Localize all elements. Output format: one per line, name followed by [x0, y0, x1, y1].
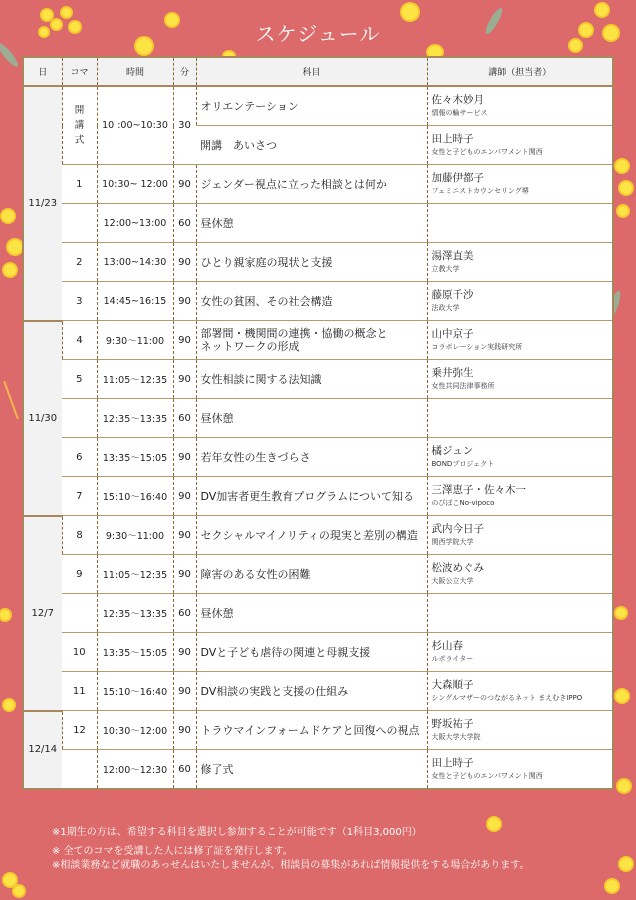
table-row	[23, 438, 613, 477]
time-cell: 12:00~13:00	[97, 204, 173, 243]
lecturer-org: 大阪大学大学院	[431, 733, 481, 741]
koma-cell: 1	[62, 165, 97, 204]
table-row	[23, 243, 613, 282]
time-cell: 12:00～12:30	[97, 750, 173, 790]
time-cell: 10:30~ 12:00	[97, 165, 173, 204]
time-cell: 11:05～12:35	[97, 360, 173, 399]
lecturer-cell	[427, 516, 613, 555]
koma-cell: 12	[62, 711, 97, 750]
lecturer-cell	[427, 399, 613, 438]
header-lecturer: 講師（担当者）	[427, 57, 613, 86]
subject-cell: ジェンダー視点に立った相談とは何か	[196, 165, 427, 204]
table-row	[23, 555, 613, 594]
lecturer-org: シングルマザーのつながるネット まえむきIPPO	[431, 694, 583, 702]
schedule-table	[22, 56, 614, 790]
flower-icon	[620, 858, 632, 870]
lecturer-name: 佐々木妙月	[431, 94, 484, 106]
lecturer-cell	[427, 165, 613, 204]
lecturer-name: 三澤恵子・佐々木一	[431, 484, 526, 496]
lecturer-name: 杉山春	[431, 640, 463, 652]
subject-cell: 女性相談に関する法知識	[196, 360, 427, 399]
flower-icon	[620, 182, 632, 194]
table-row	[23, 477, 613, 516]
flower-icon	[0, 610, 10, 620]
lecturer-org: 女性と子どものエンパワメント関西	[431, 148, 543, 156]
lecturer-org: BONDプロジェクト	[431, 460, 495, 468]
minutes-cell: 90	[173, 477, 196, 516]
table-row	[23, 594, 613, 633]
flower-icon	[618, 780, 630, 792]
flower-icon	[616, 608, 626, 618]
table-row	[23, 516, 613, 555]
time-cell: 11:05～12:35	[97, 555, 173, 594]
lecturer-cell	[427, 282, 613, 321]
subject-cell: 昼休憩	[196, 399, 427, 438]
day-cell: 11/30	[23, 321, 62, 516]
flower-icon	[14, 886, 24, 896]
lecturer-cell	[427, 750, 613, 790]
lecturer-cell	[427, 711, 613, 750]
lecturer-name: 山中京子	[431, 328, 474, 340]
note-line: ※相談業務など就職のあっせんはいたしませんが、相談員の募集があれば情報提供をする場合があります。	[52, 860, 530, 871]
table-row	[23, 282, 613, 321]
lecturer-cell	[427, 477, 613, 516]
minutes-cell: 90	[173, 555, 196, 594]
table-row	[23, 672, 613, 711]
subject-cell: トラウマインフォームドケアと回復への視点	[196, 711, 427, 750]
flower-icon	[2, 210, 14, 222]
time-cell: 15:10～16:40	[97, 477, 173, 516]
lecturer-cell	[427, 204, 613, 243]
subject-cell: DV相談の実践と支援の仕組み	[196, 672, 427, 711]
table-row	[23, 711, 613, 750]
minutes-cell: 90	[173, 321, 196, 360]
header-subject: 科目	[196, 57, 427, 86]
lecturer-org: 関西学院大学	[431, 538, 474, 546]
lecturer-cell	[427, 86, 613, 126]
day-cell: 12/7	[23, 516, 62, 711]
time-cell: 12:35～13:35	[97, 399, 173, 438]
koma-cell: 9	[62, 555, 97, 594]
subject-cell: 昼休憩	[196, 594, 427, 633]
lecturer-org: 情報の輪サービス	[431, 109, 488, 117]
lecturer-org: 立教大学	[431, 265, 460, 273]
table-row	[23, 321, 613, 360]
day-cell: 12/14	[23, 711, 62, 790]
table-row	[23, 399, 613, 438]
subject-cell: 昼休憩	[196, 204, 427, 243]
minutes-cell: 60	[173, 594, 196, 633]
lecturer-name: 田上時子	[431, 757, 474, 769]
flower-icon	[4, 700, 14, 710]
koma-cell: 11	[62, 672, 97, 711]
subject-cell: 開講 あいさつ	[196, 126, 427, 165]
lecturer-cell	[427, 633, 613, 672]
subject-cell: 障害のある女性の困難	[196, 555, 427, 594]
lecturer-cell	[427, 321, 613, 360]
minutes-cell: 90	[173, 633, 196, 672]
subject-cell: DV加害者更生教育プログラムについて知る	[196, 477, 427, 516]
subject-cell	[196, 321, 427, 360]
koma-cell: 7	[62, 477, 97, 516]
time-cell: 10:30～12:00	[97, 711, 173, 750]
lecturer-org: 女性共同法律事務所	[431, 382, 495, 390]
table-row	[23, 165, 613, 204]
note-line: ※ 全てのコマを受講した人には修了証を発行します。	[52, 846, 293, 857]
subject-cell: オリエンテーション	[196, 86, 427, 126]
flower-icon	[616, 160, 628, 172]
subject-cell: 修了式	[196, 750, 427, 790]
lecturer-org: のびぽこNo-vipoco	[431, 499, 495, 507]
minutes-cell: 90	[173, 282, 196, 321]
minutes-cell: 90	[173, 672, 196, 711]
time-cell: 13:35～15:05	[97, 633, 173, 672]
time-cell: 9:30～11:00	[97, 321, 173, 360]
lecturer-cell	[427, 594, 613, 633]
lecturer-org: フェミニストカウンセリング堺	[431, 187, 529, 195]
koma-cell	[62, 399, 97, 438]
minutes-cell: 60	[173, 399, 196, 438]
lecturer-cell	[427, 126, 613, 165]
header-time: 時間	[97, 57, 173, 86]
lecturer-name: 加藤伊都子	[431, 172, 484, 184]
minutes-cell: 90	[173, 438, 196, 477]
note-line: ※1期生の方は、希望する科目を選択し参加することが可能です（1科目3,000円）	[52, 827, 422, 838]
time-cell: 9:30～11:00	[97, 516, 173, 555]
flower-icon	[616, 690, 628, 702]
lecturer-cell	[427, 243, 613, 282]
time-cell: 13:35～15:05	[97, 438, 173, 477]
minutes-cell: 90	[173, 360, 196, 399]
time-cell: 14:45~16:15	[97, 282, 173, 321]
subject-line-1: 部署間・機関間の連携・協働の概念と	[200, 327, 388, 340]
table-header	[23, 57, 613, 86]
lecturer-org: コラボレーション実践研究所	[431, 343, 523, 351]
lecturer-cell	[427, 672, 613, 711]
lecturer-name: 松波めぐみ	[431, 562, 484, 574]
time-cell: 10 :00~10:30	[97, 86, 173, 165]
lecturer-name: 藤原千沙	[431, 289, 474, 301]
lecturer-name: 野坂祐子	[431, 718, 474, 730]
header-koma: コマ	[62, 57, 97, 86]
time-cell: 12:35～13:35	[97, 594, 173, 633]
header-day: 日	[23, 57, 62, 86]
lecturer-org: 大阪公立大学	[431, 577, 474, 585]
lecturer-cell	[427, 360, 613, 399]
minutes-cell: 90	[173, 516, 196, 555]
minutes-cell: 90	[173, 243, 196, 282]
subject-cell: ひとり親家庭の現状と支援	[196, 243, 427, 282]
minutes-cell: 30	[173, 86, 196, 165]
lecturer-org: 女性と子どものエンパワメント関西	[431, 772, 543, 780]
flower-icon	[596, 4, 608, 16]
time-cell: 13:00~14:30	[97, 243, 173, 282]
flower-icon	[4, 264, 16, 276]
lecturer-name: 田上時子	[431, 133, 474, 145]
flower-icon	[4, 874, 16, 886]
koma-cell: 5	[62, 360, 97, 399]
minutes-cell: 60	[173, 204, 196, 243]
flower-icon	[8, 240, 22, 254]
koma-cell	[62, 204, 97, 243]
lecturer-name: 乗井弥生	[431, 367, 474, 379]
koma-cell: 10	[62, 633, 97, 672]
flower-icon	[618, 206, 628, 216]
koma-label: 開講式	[74, 105, 85, 146]
minutes-cell: 60	[173, 750, 196, 790]
lecturer-org: ルポライター	[431, 655, 474, 663]
table-row	[23, 360, 613, 399]
table-row	[23, 633, 613, 672]
lecturer-org: 法政大学	[431, 304, 460, 312]
lecturer-name: 大森順子	[431, 679, 474, 691]
koma-cell	[62, 750, 97, 790]
koma-cell	[62, 86, 97, 165]
day-cell: 11/23	[23, 86, 62, 321]
koma-cell: 8	[62, 516, 97, 555]
koma-cell: 6	[62, 438, 97, 477]
subject-cell: 女性の貧困、その社会構造	[196, 282, 427, 321]
koma-cell: 4	[62, 321, 97, 360]
notes	[52, 826, 529, 873]
flower-icon	[606, 880, 618, 892]
minutes-cell: 90	[173, 165, 196, 204]
flower-icon	[62, 8, 71, 17]
lecturer-name: 武内今日子	[431, 523, 484, 535]
lecturer-cell	[427, 438, 613, 477]
time-cell: 15:10～16:40	[97, 672, 173, 711]
koma-cell: 2	[62, 243, 97, 282]
lecturer-name: 橘ジュン	[431, 445, 474, 457]
subject-cell: セクシャルマイノリティの現実と差別の構造	[196, 516, 427, 555]
page-title: スケジュール	[255, 22, 381, 46]
minutes-cell: 90	[173, 711, 196, 750]
table-row	[23, 204, 613, 243]
subject-cell: 若年女性の生きづらさ	[196, 438, 427, 477]
header-minutes: 分	[173, 57, 196, 86]
lecturer-name: 湯澤直美	[431, 250, 474, 262]
koma-cell: 3	[62, 282, 97, 321]
subject-cell: DVと子ども虐待の関連と母親支援	[196, 633, 427, 672]
koma-cell	[62, 594, 97, 633]
table-row	[23, 86, 613, 126]
lecturer-cell	[427, 555, 613, 594]
twig-icon	[3, 381, 19, 419]
table-row	[23, 750, 613, 790]
subject-line-2: ネットワークの形成	[200, 340, 300, 353]
